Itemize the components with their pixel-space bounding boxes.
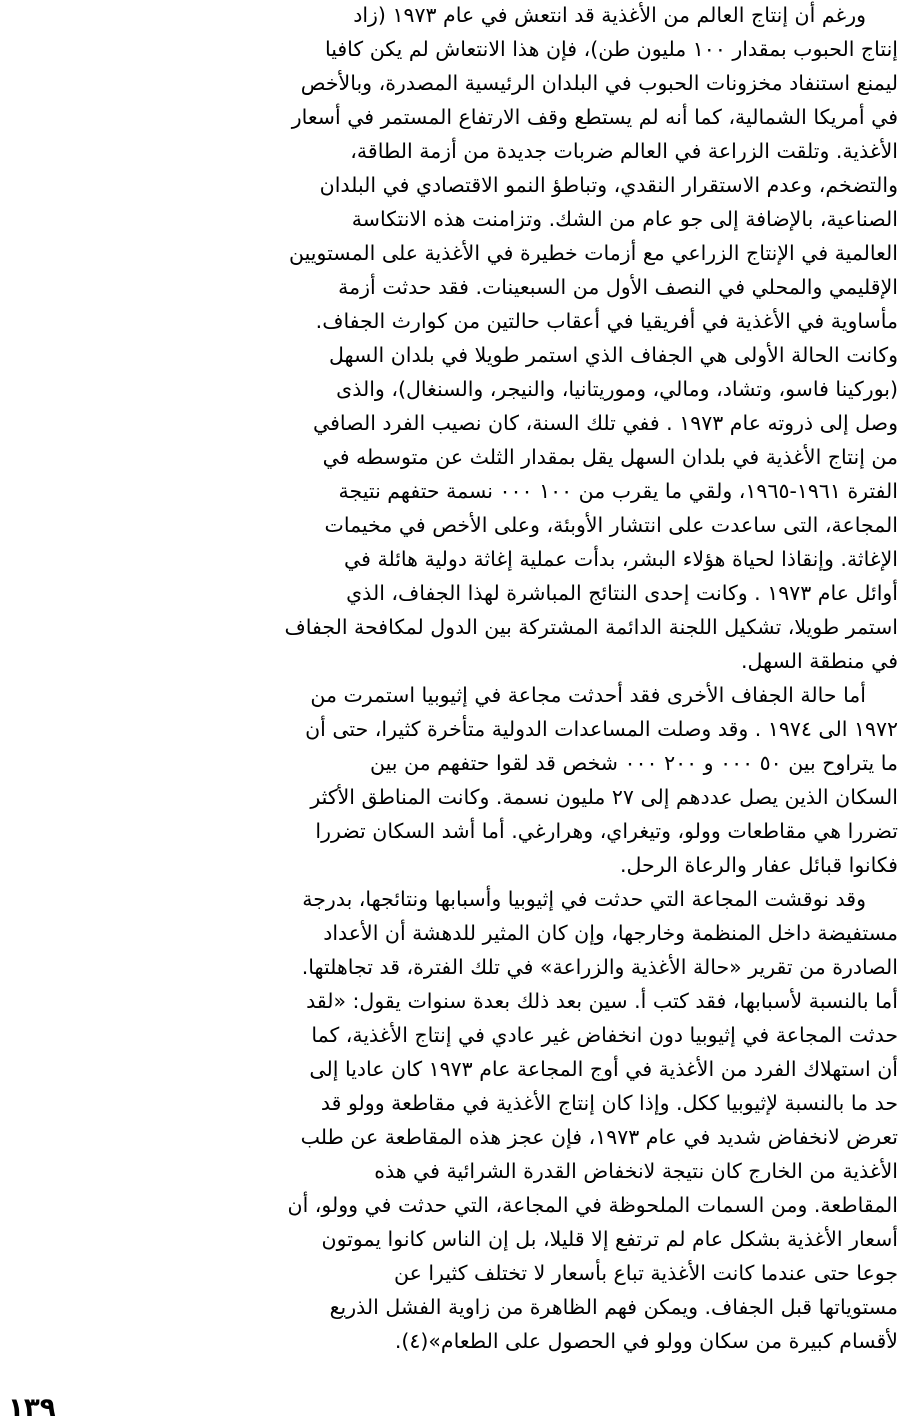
text-line: المقاطعة. ومن السمات الملحوظة في المجاعة، التي حدثت في وولو، أن xyxy=(287,1193,898,1217)
paragraph-1 xyxy=(0,0,898,678)
text-line: الإغاثة. وإنقاذا لحياة هؤلاء البشر، بدأت عملية إغاثة دولية هائلة في xyxy=(344,547,898,571)
text-line: استمر طويلا، تشكيل اللجنة الدائمة المشتركة بين الدول لمكافحة الجفاف xyxy=(284,615,898,639)
text-line: تضررا هي مقاطعات وولو، وتيغراي، وهرارغي. أما أشد السكان تضررا xyxy=(315,819,898,843)
text-line: الأغذية. وتلقت الزراعة في العالم ضربات جديدة من أزمة الطاقة، xyxy=(350,139,898,163)
text-line: حدثت المجاعة في إثيوبيا دون انخفاض غير عادي في إنتاج الأغذية، كما xyxy=(311,1023,898,1047)
page-number: ١٣٩ xyxy=(8,1393,56,1423)
text-line: إنتاج الحبوب بمقدار ١٠٠ مليون طن)، فإن هذا الانتعاش لم يكن كافيا xyxy=(324,37,898,61)
text-line: أما حالة الجفاف الأخرى فقد أحدثت مجاعة في إثيوبيا استمرت من xyxy=(310,683,866,707)
text-line: (بوركينا فاسو، وتشاد، ومالي، وموريتانيا، والنيجر، والسنغال)، والذى xyxy=(336,377,898,401)
text-line: الفترة ١٩٦١-١٩٦٥، ولقي ما يقرب من ١٠٠ ٠٠٠ نسمة حتفهم نتيجة xyxy=(338,479,898,503)
text-line: المجاعة، التى ساعدت على انتشار الأوبئة، وعلى الأخص في مخيمات xyxy=(324,513,898,537)
text-line: أن استهلاك الفرد من الأغذية في أوج المجاعة عام ١٩٧٣ كان عاديا إلى xyxy=(309,1057,898,1081)
text-line: وصل إلى ذروته عام ١٩٧٣ . ففي تلك السنة، كان نصيب الفرد الصافي xyxy=(313,411,898,435)
text-line: أسعار الأغذية بشكل عام لم ترتفع إلا قليلا، بل إن الناس كانوا يموتون xyxy=(321,1227,898,1251)
text-line: وقد نوقشت المجاعة التي حدثت في إثيوبيا وأسبابها ونتائجها، بدرجة xyxy=(302,887,866,911)
text-line: والتضخم، وعدم الاستقرار النقدي، وتباطؤ النمو الاقتصادي في البلدان xyxy=(319,173,898,197)
text-line: مستفيضة داخل المنظمة وخارجها، وإن كان المثير للدهشة أن الأعداد xyxy=(323,921,898,945)
text-line: جوعا حتى عندما كانت الأغذية تباع بأسعار لا تختلف كثيرا عن xyxy=(394,1261,898,1285)
text-line: مأساوية في الأغذية في أفريقيا في أعقاب حالتين من كوارث الجفاف. xyxy=(315,309,898,333)
text-line: الإقليمي والمحلي في النصف الأول من السبعينات. فقد حدثت أزمة xyxy=(338,275,898,299)
paragraph-2 xyxy=(0,678,898,882)
text-line: وكانت الحالة الأولى هي الجفاف الذي استمر طويلا في بلدان السهل xyxy=(328,343,898,367)
text-line: في أمريكا الشمالية، كما أنه لم يستطع وقف الارتفاع المستمر في أسعار xyxy=(291,105,898,129)
text-line: من إنتاج الأغذية في بلدان السهل يقل بمقدار الثلث عن متوسطه في xyxy=(322,445,898,469)
text-line: تعرض لانخفاض شديد في عام ١٩٧٣، فإن عجز هذه المقاطعة عن طلب xyxy=(300,1125,898,1149)
text-line: حد ما بالنسبة لإثيوبيا ككل. وإذا كان إنتاج الأغذية في مقاطعة وولو قد xyxy=(320,1091,898,1115)
text-line: لأقسام كبيرة من سكان وولو في الحصول على الطعام»(٤). xyxy=(394,1329,898,1353)
text-line: ١٩٧٢ الى ١٩٧٤ . وقد وصلت المساعدات الدولية متأخرة كثيرا، حتى أن xyxy=(305,717,898,741)
text-line: العالمية في الإنتاج الزراعي مع أزمات خطيرة في الأغذية على المستويين xyxy=(289,241,898,265)
text-line: الأغذية من الخارج كان نتيجة لانخفاض القدرة الشرائية في هذه xyxy=(374,1159,898,1183)
text-line: ليمنع استنفاد مخزونات الحبوب في البلدان الرئيسية المصدرة، وبالأخص xyxy=(300,71,898,95)
text-line: أوائل عام ١٩٧٣ . وكانت إحدى النتائج المباشرة لهذا الجفاف، الذي xyxy=(346,581,898,605)
text-line: الصادرة من تقرير «حالة الأغذية والزراعة» في تلك الفترة، قد تجاهلتها. xyxy=(301,955,898,979)
text-line: ما يتراوح بين ٥٠ ٠٠٠ و ٢٠٠ ٠٠٠ شخص قد لقوا حتفهم من بين xyxy=(370,751,898,775)
text-line: مستوياتها قبل الجفاف. ويمكن فهم الظاهرة من زاوية الفشل الذريع xyxy=(329,1295,898,1319)
text-line: فكانوا قبائل عفار والرعاة الرحل. xyxy=(620,853,898,877)
text-line: ورغم أن إنتاج العالم من الأغذية قد انتعش في عام ١٩٧٣ (زاد xyxy=(353,3,866,27)
text-line: في منطقة السهل. xyxy=(741,649,898,673)
text-line: أما بالنسبة لأسبابها، فقد كتب أ. سين بعد ذلك بعدة سنوات يقول: «لقد xyxy=(306,989,898,1013)
text-line: السكان الذين يصل عددهم إلى ٢٧ مليون نسمة. وكانت المناطق الأكثر xyxy=(310,785,898,809)
paragraph-3 xyxy=(0,882,898,1358)
text-line: الصناعية، بالإضافة إلى جو عام من الشك. وتزامنت هذه الانتكاسة xyxy=(351,207,898,231)
